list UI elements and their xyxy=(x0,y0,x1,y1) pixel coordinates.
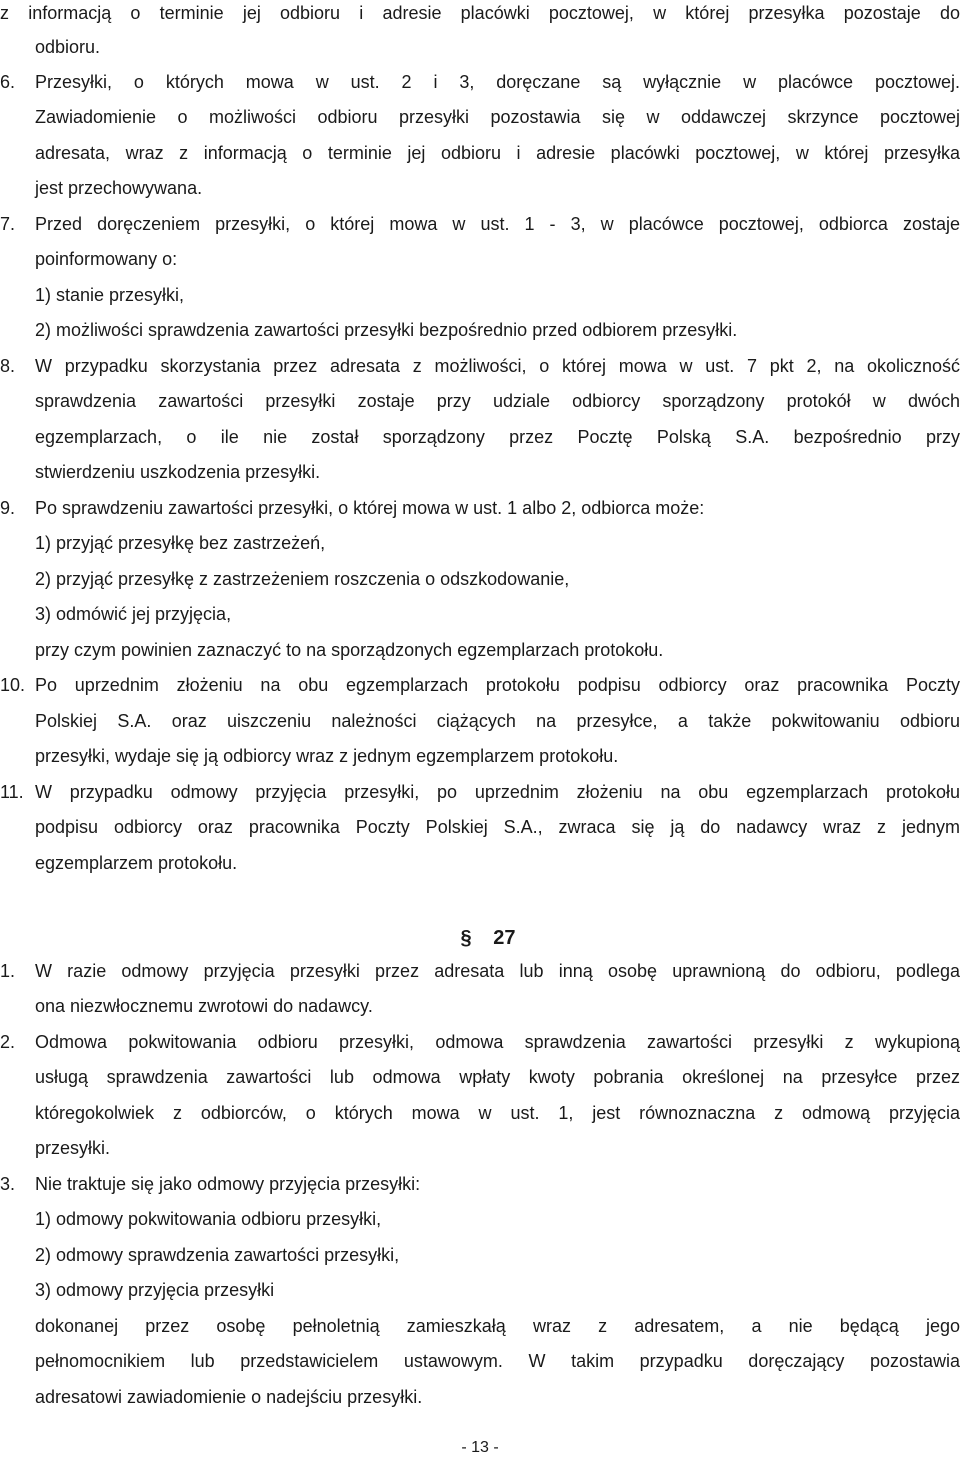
text-line: usługą sprawdzenia zawartości lub odmowa wpłaty kwoty pobrania określonej na przesyłce przez xyxy=(35,1067,960,1087)
paragraph-line xyxy=(0,706,960,736)
item-number: 1. xyxy=(0,961,16,981)
list-item-7 xyxy=(0,209,960,239)
item-number: 7. xyxy=(0,214,16,234)
sub-item xyxy=(0,564,960,594)
item-number: 9. xyxy=(0,498,16,518)
text-line: egzemplarzem protokołu. xyxy=(35,853,238,873)
paragraph-line xyxy=(0,457,960,487)
text-line: podpisu odbiorcy oraz pracownika Poczty Polskiej S.A., zwraca się ją do nadawcy wraz z jednym xyxy=(35,817,960,837)
list-item-10 xyxy=(0,670,960,700)
text-line: 3) odmówić jej przyjęcia, xyxy=(35,604,232,624)
list-item-9 xyxy=(0,493,960,523)
section-list-item-1 xyxy=(0,956,960,986)
sub-item xyxy=(0,1240,960,1270)
text-line: odbioru. xyxy=(35,37,101,57)
text-line: z informacją o terminie jej odbioru i adresie placówki pocztowej, w której przesyłka pozostaje do xyxy=(0,3,960,23)
text-line: przy czym powinien zaznaczyć to na sporządzonych egzemplarzach protokołu. xyxy=(35,640,664,660)
sub-item xyxy=(0,280,960,310)
text-line: 1) stanie przesyłki, xyxy=(35,285,185,305)
paragraph-line xyxy=(0,635,960,665)
paragraph-line xyxy=(0,848,960,878)
paragraph-line xyxy=(0,1098,960,1128)
text-line: któregokolwiek z odbiorców, o których mowa w ust. 1, jest równoznaczna z odmową przyjęcia xyxy=(35,1103,960,1123)
paragraph-line xyxy=(0,32,960,62)
text-line: W przypadku odmowy przyjęcia przesyłki, po uprzednim złożeniu na obu egzemplarzach protokołu xyxy=(35,782,960,802)
text-line: sprawdzenia zawartości przesyłki zostaje przy udziale odbiorcy sporządzony protokół w dwóch xyxy=(35,391,960,411)
item-number: 3. xyxy=(0,1174,16,1194)
text-line: 2) możliwości sprawdzenia zawartości przesyłki bezpośrednio przed odbiorem przesyłki. xyxy=(35,320,738,340)
text-line: Po sprawdzeniu zawartości przesyłki, o której mowa w ust. 1 albo 2, odbiorca może: xyxy=(35,498,705,518)
section-symbol: § xyxy=(460,927,472,949)
paragraph-line xyxy=(0,991,960,1021)
text-line: adresatowi zawiadomienie o nadejściu przesyłki. xyxy=(35,1387,423,1407)
paragraph-line xyxy=(0,1062,960,1092)
text-line: jest przechowywana. xyxy=(35,178,203,198)
section-list-item-2 xyxy=(0,1027,960,1057)
text-line: ona niezwłocznemu zwrotowi do nadawcy. xyxy=(35,996,373,1016)
sub-item xyxy=(0,315,960,345)
section-heading xyxy=(0,921,960,955)
page-number: - 13 - xyxy=(461,1439,499,1456)
text-line: przesyłki, wydaje się ją odbiorcy wraz z jednym egzemplarzem protokołu. xyxy=(35,746,619,766)
item-number: 10. xyxy=(0,675,26,695)
text-line: Polskiej S.A. oraz uiszczeniu należności ciążących na przesyłce, a także pokwitowaniu odbioru xyxy=(35,711,960,731)
text-line: W razie odmowy przyjęcia przesyłki przez adresata lub inną osobę uprawnioną do odbioru, podlega xyxy=(35,961,960,981)
text-line: przesyłki. xyxy=(35,1138,111,1158)
text-line: Odmowa pokwitowania odbioru przesyłki, odmowa sprawdzenia zawartości przesyłki z wykupioną xyxy=(35,1032,960,1052)
text-line: 2) przyjąć przesyłkę z zastrzeżeniem roszczenia o odszkodowanie, xyxy=(35,569,570,589)
paragraph-line xyxy=(0,1382,960,1412)
sub-item xyxy=(0,599,960,629)
sub-item xyxy=(0,1204,960,1234)
text-line: Nie traktuje się jako odmowy przyjęcia przesyłki: xyxy=(35,1174,421,1194)
text-line: pełnomocnikiem lub przedstawicielem ustawowym. W takim przypadku doręczający pozostawia xyxy=(35,1351,960,1371)
sub-item xyxy=(0,528,960,558)
section-list-item-3 xyxy=(0,1169,960,1199)
text-line: dokonanej przez osobę pełnoletnią zamieszkałą wraz z adresatem, a nie będącą jego xyxy=(35,1316,960,1336)
sub-item xyxy=(0,1275,960,1305)
text-line: 2) odmowy sprawdzenia zawartości przesyłki, xyxy=(35,1245,400,1265)
paragraph-line xyxy=(0,173,960,203)
paragraph-line xyxy=(0,0,960,28)
item-number: 2. xyxy=(0,1032,16,1052)
text-line: Przed doręczeniem przesyłki, o której mowa w ust. 1 - 3, w placówce pocztowej, odbiorca zostaje xyxy=(35,214,960,234)
paragraph-line xyxy=(0,1311,960,1341)
paragraph-line xyxy=(0,741,960,771)
list-item-6 xyxy=(0,67,960,97)
text-line: Przesyłki, o których mowa w ust. 2 i 3, doręczane są wyłącznie w placówce pocztowej. xyxy=(35,72,960,92)
paragraph-line xyxy=(0,1346,960,1376)
list-item-8 xyxy=(0,351,960,381)
paragraph-line xyxy=(0,1133,960,1163)
item-number: 11. xyxy=(0,782,24,802)
text-line: adresata, wraz z informacją o terminie jej odbioru i adresie placówki pocztowej, w której przesyłka xyxy=(35,143,960,163)
paragraph-line xyxy=(0,422,960,452)
paragraph-line xyxy=(0,812,960,842)
text-line: poinformowany o: xyxy=(35,249,178,269)
paragraph-line xyxy=(0,386,960,416)
text-line: egzemplarzach, o ile nie został sporządzony przez Pocztę Polską S.A. bezpośrednio przy xyxy=(35,427,960,447)
text-line: stwierdzeniu uszkodzenia przesyłki. xyxy=(35,462,321,482)
item-number: 6. xyxy=(0,72,16,92)
list-item-11 xyxy=(0,777,960,807)
text-line: Zawiadomienie o możliwości odbioru przesyłki pozostawia się w oddawczej skrzynce pocztowej xyxy=(35,107,960,127)
item-number: 8. xyxy=(0,356,16,376)
paragraph-line xyxy=(0,244,960,274)
section-number: 27 xyxy=(493,927,516,949)
text-line: 3) odmowy przyjęcia przesyłki xyxy=(35,1280,275,1300)
paragraph-line xyxy=(0,102,960,132)
text-line: W przypadku skorzystania przez adresata z możliwości, o której mowa w ust. 7 pkt 2, na okoliczność xyxy=(35,356,960,376)
paragraph-line xyxy=(0,138,960,168)
text-line: Po uprzednim złożeniu na obu egzemplarzach protokołu podpisu odbiorcy oraz pracownika Poczty xyxy=(35,675,960,695)
text-line: 1) przyjąć przesyłkę bez zastrzeżeń, xyxy=(35,533,326,553)
text-line: 1) odmowy pokwitowania odbioru przesyłki, xyxy=(35,1209,382,1229)
